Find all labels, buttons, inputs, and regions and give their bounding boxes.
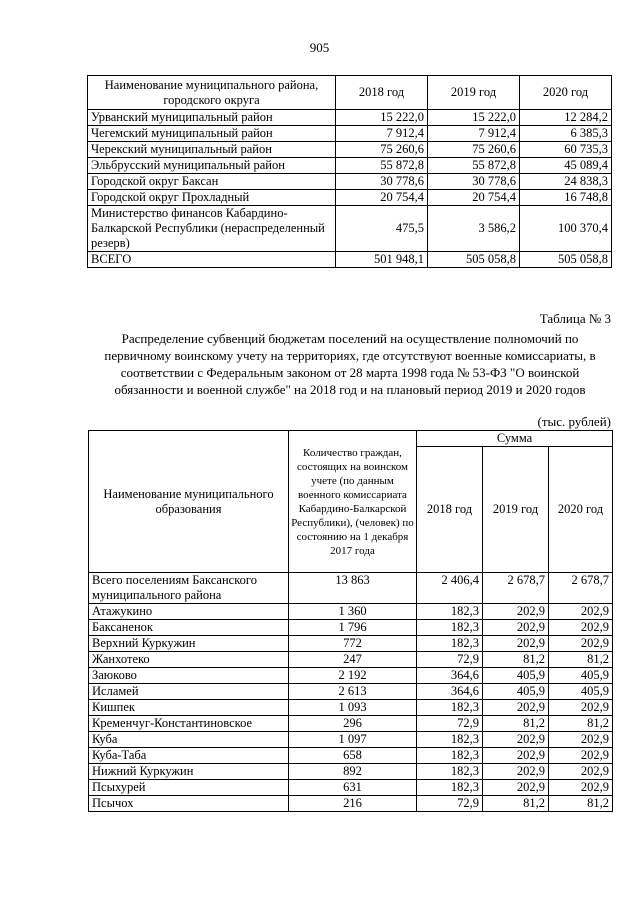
citizen-count-cell: 1 093 <box>289 700 417 716</box>
value-2019-cell: 81,2 <box>483 796 549 812</box>
value-2018-cell: 182,3 <box>417 700 483 716</box>
header-sum: Сумма <box>417 431 613 447</box>
header-2018: 2018 год <box>336 76 428 110</box>
municipality-name-cell: Кременчуг-Константиновское <box>89 716 289 732</box>
municipality-name-cell: Куба-Таба <box>89 748 289 764</box>
citizen-count-cell: 631 <box>289 780 417 796</box>
table-row <box>88 142 612 158</box>
citizen-count-cell: 892 <box>289 764 417 780</box>
citizen-count-cell: 2 613 <box>289 684 417 700</box>
header-district-name: Наименование муниципального района, городского округа <box>88 76 336 110</box>
value-2018-cell: 75 260,6 <box>336 142 428 158</box>
district-name-cell: Министерство финансов Кабардино-Балкарской Республики (нераспределенный резерв) <box>88 206 336 252</box>
value-2019-cell: 202,9 <box>483 604 549 620</box>
value-2019-cell: 505 058,8 <box>428 252 520 268</box>
table-row <box>89 796 613 812</box>
table-row <box>89 684 613 700</box>
value-2019-cell: 202,9 <box>483 636 549 652</box>
value-2020-cell: 81,2 <box>549 652 613 668</box>
table-row <box>89 764 613 780</box>
unit-label: (тыс. рублей) <box>537 414 611 429</box>
district-name-cell: Городской округ Баксан <box>88 174 336 190</box>
municipality-name-cell: Жанхотеко <box>89 652 289 668</box>
value-2018-cell: 2 406,4 <box>417 573 483 604</box>
value-2019-cell: 2 678,7 <box>483 573 549 604</box>
value-2020-cell: 6 385,3 <box>520 126 612 142</box>
citizen-count-cell: 13 863 <box>289 573 417 604</box>
value-2020-cell: 60 735,3 <box>520 142 612 158</box>
value-2019-cell: 202,9 <box>483 780 549 796</box>
value-2018-cell: 182,3 <box>417 636 483 652</box>
table-row <box>89 780 613 796</box>
value-2020-cell: 202,9 <box>549 604 613 620</box>
value-2019-cell: 15 222,0 <box>428 110 520 126</box>
citizen-count-cell: 2 192 <box>289 668 417 684</box>
district-name-cell: Эльбрусский муниципальный район <box>88 158 336 174</box>
value-2018-cell: 182,3 <box>417 748 483 764</box>
settlement-subvention-table <box>88 430 613 812</box>
page-number: 905 <box>309 40 330 55</box>
municipality-name-cell: Заюково <box>89 668 289 684</box>
municipality-name-cell: Атажукино <box>89 604 289 620</box>
value-2020-cell: 16 748,8 <box>520 190 612 206</box>
header-2020: 2020 год <box>549 447 613 573</box>
value-2020-cell: 202,9 <box>549 780 613 796</box>
value-2019-cell: 202,9 <box>483 732 549 748</box>
value-2019-cell: 202,9 <box>483 700 549 716</box>
citizen-count-cell: 772 <box>289 636 417 652</box>
value-2018-cell: 15 222,0 <box>336 110 428 126</box>
table-row <box>89 636 613 652</box>
table-row <box>88 206 612 252</box>
table-row <box>89 700 613 716</box>
value-2019-cell: 405,9 <box>483 684 549 700</box>
value-2018-cell: 475,5 <box>336 206 428 252</box>
value-2020-cell: 405,9 <box>549 668 613 684</box>
municipality-name-cell: Нижний Куркужин <box>89 764 289 780</box>
citizen-count-cell: 1 097 <box>289 732 417 748</box>
value-2018-cell: 20 754,4 <box>336 190 428 206</box>
citizen-count-cell: 247 <box>289 652 417 668</box>
value-2018-cell: 364,6 <box>417 668 483 684</box>
value-2018-cell: 72,9 <box>417 652 483 668</box>
district-name-cell: ВСЕГО <box>88 252 336 268</box>
value-2020-cell: 202,9 <box>549 764 613 780</box>
municipality-name-cell: Куба <box>89 732 289 748</box>
citizen-count-cell: 296 <box>289 716 417 732</box>
value-2020-cell: 202,9 <box>549 700 613 716</box>
table-row <box>88 110 612 126</box>
value-2018-cell: 7 912,4 <box>336 126 428 142</box>
value-2019-cell: 7 912,4 <box>428 126 520 142</box>
district-name-cell: Урванский муниципальный район <box>88 110 336 126</box>
municipality-name-cell: Кишпек <box>89 700 289 716</box>
value-2019-cell: 20 754,4 <box>428 190 520 206</box>
district-name-cell: Чегемский муниципальный район <box>88 126 336 142</box>
table-number-label: Таблица № 3 <box>539 311 611 326</box>
header-2019: 2019 год <box>428 76 520 110</box>
municipality-name-cell: Всего поселениям Баксанского муниципального района <box>89 573 289 604</box>
value-2019-cell: 405,9 <box>483 668 549 684</box>
value-2018-cell: 182,3 <box>417 604 483 620</box>
header-2018: 2018 год <box>417 447 483 573</box>
value-2018-cell: 182,3 <box>417 620 483 636</box>
municipality-name-cell: Исламей <box>89 684 289 700</box>
value-2018-cell: 182,3 <box>417 732 483 748</box>
value-2019-cell: 81,2 <box>483 716 549 732</box>
citizen-count-cell: 1 360 <box>289 604 417 620</box>
table-row <box>89 652 613 668</box>
table-row <box>88 190 612 206</box>
district-name-cell: Городской округ Прохладный <box>88 190 336 206</box>
value-2020-cell: 405,9 <box>549 684 613 700</box>
value-2020-cell: 81,2 <box>549 796 613 812</box>
value-2020-cell: 202,9 <box>549 636 613 652</box>
table-row <box>89 604 613 620</box>
table-row <box>89 716 613 732</box>
value-2020-cell: 12 284,2 <box>520 110 612 126</box>
value-2019-cell: 81,2 <box>483 652 549 668</box>
header-2019: 2019 год <box>483 447 549 573</box>
citizen-count-cell: 1 796 <box>289 620 417 636</box>
value-2019-cell: 3 586,2 <box>428 206 520 252</box>
value-2020-cell: 2 678,7 <box>549 573 613 604</box>
value-2019-cell: 75 260,6 <box>428 142 520 158</box>
value-2019-cell: 55 872,8 <box>428 158 520 174</box>
header-citizen-count: Количество граждан, состоящих на воинском учете (по данным военного комиссариата Кабардино-Балкарской Республики), (человек) по состоянию на 1 декабря 2017 года <box>289 431 417 573</box>
citizen-count-cell: 216 <box>289 796 417 812</box>
municipality-name-cell: Верхний Куркужин <box>89 636 289 652</box>
table-row <box>88 126 612 142</box>
table-row <box>89 748 613 764</box>
value-2018-cell: 55 872,8 <box>336 158 428 174</box>
table-title: Распределение субвенций бюджетам поселений на осуществление полномочий по первичному воинскому учету на территориях, где отсутствуют военные комиссариаты, в соответствии с Федеральным законом от 28 марта 1998 года № 53-ФЗ "О воинской обязанности и военной службе" на 2018 год и на плановый период 2019 и 2020 годов <box>104 331 596 397</box>
value-2018-cell: 501 948,1 <box>336 252 428 268</box>
table-row <box>89 668 613 684</box>
table-row <box>88 174 612 190</box>
value-2020-cell: 505 058,8 <box>520 252 612 268</box>
value-2020-cell: 81,2 <box>549 716 613 732</box>
table-row <box>89 620 613 636</box>
value-2018-cell: 182,3 <box>417 764 483 780</box>
municipality-name-cell: Псыхурей <box>89 780 289 796</box>
district-allocation-table <box>87 75 612 268</box>
value-2019-cell: 202,9 <box>483 764 549 780</box>
district-name-cell: Черекский муниципальный район <box>88 142 336 158</box>
value-2020-cell: 45 089,4 <box>520 158 612 174</box>
value-2018-cell: 30 778,6 <box>336 174 428 190</box>
value-2020-cell: 202,9 <box>549 748 613 764</box>
municipality-name-cell: Псычох <box>89 796 289 812</box>
value-2019-cell: 202,9 <box>483 748 549 764</box>
value-2018-cell: 72,9 <box>417 716 483 732</box>
header-2020: 2020 год <box>520 76 612 110</box>
value-2018-cell: 182,3 <box>417 780 483 796</box>
table-row <box>89 732 613 748</box>
value-2019-cell: 202,9 <box>483 620 549 636</box>
value-2020-cell: 100 370,4 <box>520 206 612 252</box>
value-2020-cell: 24 838,3 <box>520 174 612 190</box>
header-municipality-name: Наименование муниципального образования <box>89 431 289 573</box>
table-row <box>89 573 613 604</box>
municipality-name-cell: Баксаненок <box>89 620 289 636</box>
value-2020-cell: 202,9 <box>549 620 613 636</box>
value-2018-cell: 364,6 <box>417 684 483 700</box>
value-2018-cell: 72,9 <box>417 796 483 812</box>
value-2019-cell: 30 778,6 <box>428 174 520 190</box>
value-2020-cell: 202,9 <box>549 732 613 748</box>
citizen-count-cell: 658 <box>289 748 417 764</box>
table-row <box>88 252 612 268</box>
table-row <box>88 158 612 174</box>
